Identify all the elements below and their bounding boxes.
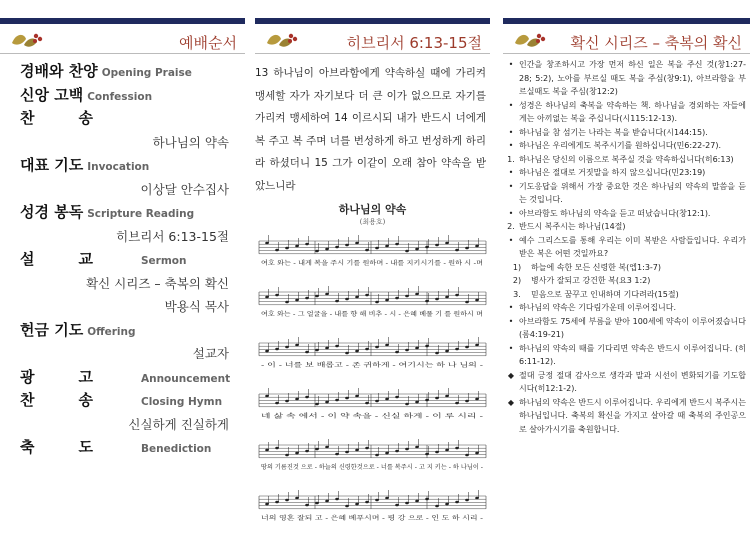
note-head — [375, 400, 379, 403]
note-head — [325, 347, 329, 350]
staff-system — [259, 286, 486, 318]
panel-header — [0, 24, 245, 54]
note-head — [415, 500, 419, 503]
note-head — [325, 401, 329, 404]
panel-header — [503, 24, 750, 54]
divider — [255, 53, 490, 54]
note-head — [415, 401, 419, 404]
staff-system — [259, 388, 486, 420]
worship-order-panel — [0, 0, 245, 530]
note-head — [375, 247, 379, 250]
lyric-line: 여호 와는 - 그 얼굴을 - 내를 향 해 비추 - 시 - 은혜 베풀 기 를 원하시 며 — [261, 311, 455, 318]
lyric-line: 땅의 기름진것 으로 - 하늘의 신령한것으로 - 너를 복주시 - 고 지 키는 - 하 나님이 - — [261, 464, 483, 471]
note-head — [475, 452, 479, 455]
bullet-marker: 2. — [507, 222, 515, 231]
note-head — [425, 300, 429, 303]
outline-text: 믿음으로 꿈꾸고 인내하며 기다려라(15절) — [531, 289, 679, 299]
note-head — [355, 242, 359, 245]
outline-item — [503, 261, 746, 275]
note-head — [325, 446, 329, 449]
note-head — [285, 454, 289, 457]
bullet-marker: ◆ — [507, 397, 515, 407]
bullet-marker: • — [508, 100, 514, 110]
note-head — [475, 299, 479, 302]
note-head — [345, 451, 349, 454]
note-head — [335, 453, 339, 456]
note-head — [355, 350, 359, 353]
scripture-text: 13 하나님이 아브라함에게 약속하실 때에 가리켜 맹세할 자가 자기보다 더 큰 이가 없으므로 자기를 가리켜 맹세하여 14 이르시되 내가 반드시 너에게 복 주고 복 주며 너를 번성하게 하고 번성하게 하리라 하셨더니 15 그가 이같이 오래 참아 약속을 받았느니라 — [255, 67, 486, 192]
bullet-marker: • — [508, 168, 514, 177]
outline-item — [503, 342, 746, 369]
note-head — [315, 502, 319, 505]
note-head — [265, 449, 269, 452]
note-head — [395, 396, 399, 399]
note-head — [275, 249, 279, 252]
outline-list — [503, 54, 750, 436]
note-head — [455, 294, 459, 297]
bullet-marker: • — [508, 141, 514, 150]
note-head — [375, 454, 379, 457]
outline-text: 기도응답을 위해서 가장 중요한 것은 하나님의 약속의 말씀을 듣는 것입니다. — [519, 181, 746, 204]
outline-text: 하나님은 절대로 거짓말을 하지 않으십니다(민23:19) — [519, 168, 706, 177]
note-head — [425, 246, 429, 249]
order-item — [20, 107, 235, 131]
note-head — [465, 247, 469, 250]
note-head — [315, 448, 319, 451]
bullet-marker: • — [508, 343, 514, 353]
note-head — [475, 398, 479, 401]
note-head — [365, 249, 369, 252]
note-head — [345, 352, 349, 355]
note-head — [275, 501, 279, 504]
outline-item — [503, 166, 746, 180]
note-head — [385, 299, 389, 302]
note-head — [415, 248, 419, 251]
note-head — [295, 245, 299, 248]
order-item — [20, 319, 235, 343]
note-head — [335, 498, 339, 501]
lyric-line: 네 삶 속 에서 - 이 약 속을 - 신실 하게 - 이 루 시리 - — [261, 413, 402, 420]
bullet-marker: • — [508, 303, 514, 312]
note-head — [385, 344, 389, 347]
order-detail: 확신 시리즈 – 축복의 확신 — [86, 275, 229, 291]
bullet-marker: ◆ — [507, 370, 515, 380]
outline-item — [503, 396, 746, 437]
outline-text: 하늘에 속한 모든 신령한 복(엡1:3-7) — [531, 262, 662, 272]
note-head — [355, 395, 359, 398]
note-head — [435, 352, 439, 355]
order-label: 대표 기도 — [20, 156, 84, 174]
lyric-line: 여호 와는 - 내게 복을 주시 기를 원하며 - 내를 지키시기를 - 원하 시 -며 — [261, 260, 453, 267]
hymn-score — [255, 201, 490, 541]
outline-item — [503, 207, 746, 221]
outline-text: 하나님은 당신의 이름으로 복주실 것을 약속하십니다(히6:13) — [519, 154, 734, 164]
outline-text: 인간을 창조하시고 가장 먼저 하신 일은 복을 주신 것(창1:27-28; 5:2), 노아를 부르실 때도 복을 주심(창9:1), 아브라함을 부르실때도 복을 주심(창12:2) — [519, 60, 746, 96]
note-head — [395, 297, 399, 300]
note-head — [315, 403, 319, 406]
note-head — [305, 504, 309, 507]
note-head — [345, 397, 349, 400]
order-item — [20, 84, 235, 108]
note-head — [445, 242, 449, 245]
note-head — [395, 504, 399, 507]
note-head — [465, 346, 469, 349]
divider — [503, 53, 750, 54]
outline-item — [503, 58, 746, 99]
order-label-en: Closing Hymn — [140, 396, 223, 408]
note-head — [425, 498, 429, 501]
note-head — [455, 402, 459, 405]
note-head — [415, 293, 419, 296]
note-head — [275, 447, 279, 450]
note-head — [295, 344, 299, 347]
panel-title: 히브리서 6:13-15절 — [346, 34, 482, 52]
note-head — [365, 294, 369, 297]
note-head — [435, 505, 439, 508]
note-head — [405, 250, 409, 253]
outline-item — [503, 139, 746, 153]
outline-item — [503, 153, 746, 167]
note-head — [305, 243, 309, 246]
order-item — [20, 60, 235, 84]
order-label: 경배와 찬양 — [20, 62, 98, 80]
note-head — [425, 453, 429, 456]
note-head — [305, 450, 309, 453]
note-head — [265, 350, 269, 353]
order-label-en: Announcement — [140, 372, 231, 385]
order-label-en: Benediction — [140, 443, 212, 455]
note-head — [365, 348, 369, 351]
order-label: 성경 봉독 — [20, 203, 84, 221]
bullet-marker: • — [508, 127, 514, 137]
order-label: 축도 — [20, 438, 137, 456]
order-label-en: Offering — [87, 325, 136, 338]
note-head — [335, 246, 339, 249]
note-head — [385, 245, 389, 248]
note-head — [335, 399, 339, 402]
note-head — [265, 296, 269, 299]
order-detail: 신실하게 진실하게 — [128, 416, 229, 432]
note-head — [265, 395, 269, 398]
note-head — [285, 499, 289, 502]
lyric-line: - 이 - 너를 보 배롭고 - 존 귀하게 - 여기시는 하 나 님의 - — [261, 362, 414, 369]
order-label: 설교 — [20, 250, 137, 268]
bullet-marker: • — [508, 316, 514, 326]
note-head — [455, 348, 459, 351]
note-head — [265, 242, 269, 245]
note-head — [445, 503, 449, 506]
bullet-marker: • — [508, 235, 514, 245]
order-detail: 하나님의 약속 — [152, 134, 229, 150]
lyric-line: 너의 영혼 잘되 고 - 은혜 베푸시며 - 평 강 으로 - 인 도 하 시리 - — [261, 515, 433, 522]
order-item — [20, 436, 235, 460]
bullet-marker: 1) — [512, 262, 522, 272]
note-head — [295, 398, 299, 401]
note-head — [295, 452, 299, 455]
outline-text: 하나님의 약속은 기다림가운데 이루어집니다. — [519, 303, 677, 312]
note-head — [475, 245, 479, 248]
note-head — [345, 298, 349, 301]
note-head — [395, 450, 399, 453]
outline-text: 반드시 복주시는 하나님(14절) — [519, 222, 626, 231]
order-item — [20, 201, 235, 225]
score-composer: (최용호) — [359, 218, 386, 226]
order-detail: 이상달 안수집사 — [140, 181, 229, 197]
note-head — [295, 497, 299, 500]
scripture-panel — [255, 0, 490, 530]
note-head — [285, 301, 289, 304]
outline-item — [503, 180, 746, 207]
order-label-en: Invocation — [87, 161, 150, 173]
note-head — [465, 454, 469, 457]
bullet-marker: • — [508, 60, 514, 69]
note-head — [475, 344, 479, 347]
outline-text: 절대 긍정 절대 감사으로 생각과 말과 시선이 변화되기를 기도합시다(히12:1-2). — [519, 370, 746, 393]
staff-system — [259, 490, 486, 522]
note-head — [385, 398, 389, 401]
leaf-berry-icon — [10, 31, 44, 53]
note-head — [455, 447, 459, 450]
order-detail: 박용식 목사 — [164, 299, 229, 314]
bullet-marker: 3. — [513, 289, 521, 299]
outline-item — [503, 220, 746, 234]
note-head — [465, 400, 469, 403]
note-head — [355, 503, 359, 506]
note-head — [445, 449, 449, 452]
order-detail: 설교자 — [192, 346, 229, 361]
note-head — [385, 452, 389, 455]
outline-text: 하나님의 약속의 때를 기다리면 약속은 반드시 이루어집니다. (히6:11-12). — [519, 343, 746, 366]
note-head — [425, 345, 429, 348]
outline-text: 성경은 하나님의 축복을 약속하는 책. 하나님을 경외하는 자들에게는 아끼없는 복을 주십니다(시115:12-13). — [519, 100, 746, 123]
note-head — [405, 502, 409, 505]
outline-item — [503, 369, 746, 396]
note-head — [365, 402, 369, 405]
order-label-en: Opening Praise — [101, 67, 192, 79]
note-head — [305, 297, 309, 300]
bullet-marker: • — [508, 181, 514, 191]
staff-system — [259, 337, 486, 369]
note-head — [285, 400, 289, 403]
staff-system — [259, 235, 486, 267]
order-list — [0, 54, 245, 460]
note-head — [435, 397, 439, 400]
note-head — [455, 501, 459, 504]
order-detail: 히브리서 6:13-15절 — [116, 228, 229, 244]
outline-text: 예수 그리스도를 통해 우리는 이미 복받은 사람들입니다. 우리가 받은 복은 어떤 것일까요? — [519, 235, 746, 258]
order-item — [20, 366, 235, 390]
outline-text: 아브라함도 하나님의 약속을 듣고 떠났습니다(창12:1). — [519, 208, 711, 218]
order-label: 신앙 고백 — [20, 85, 84, 104]
outline-text: 하나님을 참 섬기는 나라는 복을 받습니다(시144:15). — [519, 127, 708, 137]
note-head — [435, 298, 439, 301]
note-head — [405, 448, 409, 451]
note-head — [285, 247, 289, 250]
note-head — [345, 505, 349, 508]
outline-item — [503, 99, 746, 126]
note-head — [345, 244, 349, 247]
note-head — [435, 244, 439, 247]
bullet-marker: 1. — [507, 154, 515, 164]
note-head — [325, 293, 329, 296]
staff-system — [259, 439, 486, 471]
order-label-en: Sermon — [140, 255, 187, 267]
note-head — [275, 294, 279, 297]
note-head — [375, 346, 379, 349]
note-head — [425, 399, 429, 402]
note-head — [455, 249, 459, 252]
order-item — [20, 248, 235, 272]
order-label: 헌금 기도 — [20, 320, 84, 339]
note-head — [445, 296, 449, 299]
note-head — [415, 347, 419, 350]
note-head — [395, 243, 399, 246]
note-head — [465, 301, 469, 304]
note-head — [275, 402, 279, 405]
panel-title: 확신 시리즈 – 축복의 확신 — [570, 34, 742, 52]
leaf-berry-icon — [513, 31, 547, 53]
outline-item — [503, 234, 746, 261]
outline-item — [503, 126, 746, 140]
order-label: 찬송 — [20, 109, 137, 127]
note-head — [365, 501, 369, 504]
note-head — [325, 248, 329, 251]
bullet-marker: • — [508, 208, 514, 218]
note-head — [355, 449, 359, 452]
note-head — [405, 349, 409, 352]
bullet-marker: 2) — [512, 276, 522, 285]
panel-title: 예배순서 — [179, 34, 237, 52]
note-head — [405, 295, 409, 298]
note-head — [335, 300, 339, 303]
sermon-outline-panel — [503, 0, 750, 530]
note-head — [415, 446, 419, 449]
note-head — [295, 299, 299, 302]
note-head — [305, 351, 309, 354]
outline-item — [503, 315, 746, 342]
note-head — [315, 250, 319, 253]
note-head — [325, 500, 329, 503]
outline-text: 하나님은 우리에게도 복주시기를 원하십니다(민6:22-27). — [519, 141, 722, 150]
order-item — [20, 154, 235, 178]
note-head — [475, 497, 479, 500]
note-head — [405, 403, 409, 406]
note-head — [315, 295, 319, 298]
note-head — [395, 351, 399, 354]
note-head — [445, 350, 449, 353]
music-staves — [255, 227, 490, 537]
note-head — [385, 497, 389, 500]
leaf-berry-icon — [265, 31, 299, 53]
note-head — [315, 349, 319, 352]
panel-header — [255, 24, 490, 54]
note-head — [375, 301, 379, 304]
note-head — [365, 447, 369, 450]
note-head — [445, 395, 449, 398]
score-title: 하나님의 약속 — [338, 203, 407, 216]
outline-item — [503, 288, 746, 302]
outline-item — [503, 274, 746, 288]
outline-text: 아브라함도 75세에 부름을 받아 100세에 약속이 이루어졌습니다(롬4:19-21) — [519, 316, 746, 339]
note-head — [305, 396, 309, 399]
note-head — [355, 296, 359, 299]
note-head — [275, 348, 279, 351]
note-head — [435, 451, 439, 454]
order-label: 광고 — [20, 367, 137, 386]
order-label: 찬송 — [20, 391, 137, 409]
note-head — [375, 499, 379, 502]
outline-text: 병사가 잘되고 강건한 복(요3 1:2) — [531, 276, 651, 285]
order-label-en: Confession — [87, 90, 153, 103]
note-head — [335, 345, 339, 348]
order-item — [20, 389, 235, 413]
outline-item — [503, 301, 746, 315]
note-head — [285, 346, 289, 349]
divider — [0, 53, 245, 54]
order-label-en: Scripture Reading — [87, 208, 195, 220]
note-head — [465, 499, 469, 502]
note-head — [265, 503, 269, 506]
outline-text: 하나님의 약속은 반드시 이루어집니다. 우리에게 반드시 복주시는 하나님입니다. 축복의 확신을 가지고 살아갈 때 축복의 주인공으로 살아가시기를 축원합니다. — [519, 397, 746, 434]
